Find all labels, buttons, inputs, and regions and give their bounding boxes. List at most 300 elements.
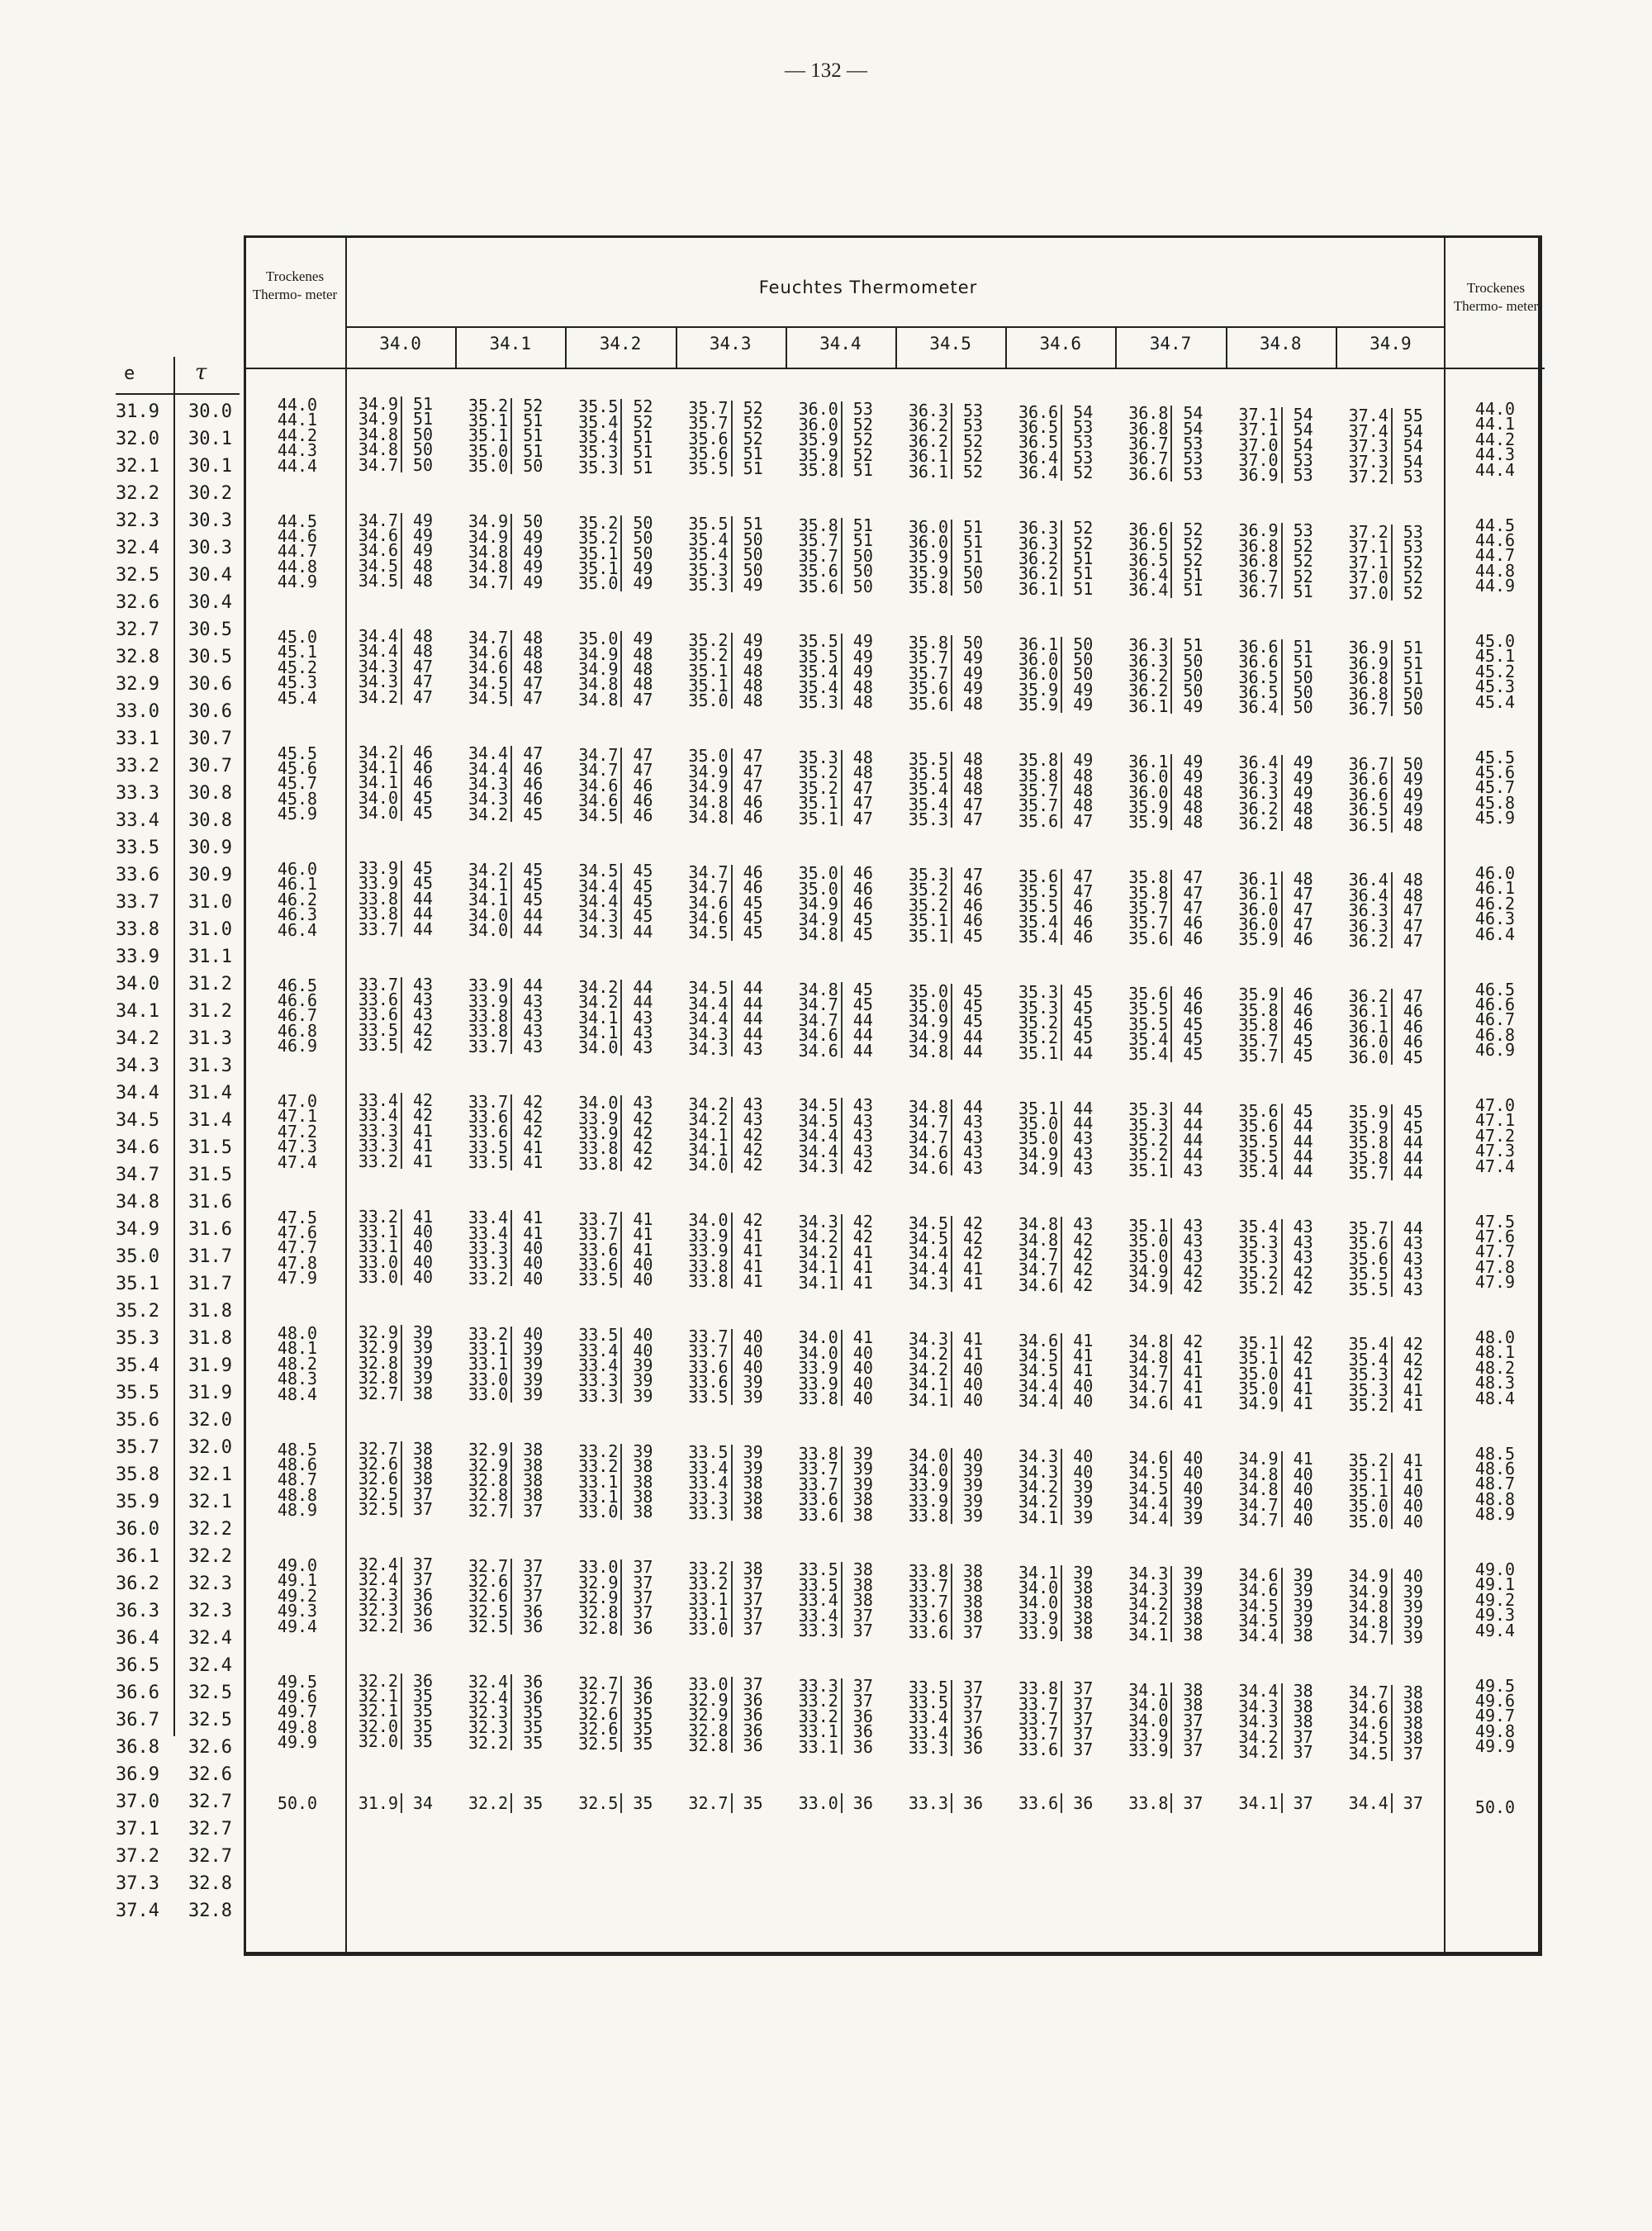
wet-temp-cell: 34.2 34.1 34.1 34.0 34.0 bbox=[358, 742, 398, 824]
wet-temp-cell: 32.7 32.6 32.6 32.5 32.5 bbox=[358, 1438, 398, 1520]
dry-value-right: 46.5 bbox=[1474, 979, 1516, 999]
tau-value: 32.5 bbox=[188, 1683, 232, 1703]
tau-value: 30.1 bbox=[188, 429, 232, 449]
dry-value-right: 48.9 bbox=[1474, 1504, 1516, 1525]
wet-temp-cell: 34.0 33.9 33.9 33.8 33.8 bbox=[688, 1210, 729, 1291]
dry-value-right: 46.7 bbox=[1474, 1009, 1516, 1030]
humidity-cell: 43 43 42 42 42 bbox=[743, 1094, 763, 1175]
dry-value-left: 48.6 bbox=[277, 1454, 318, 1474]
wet-temp-cell: 36.1 36.0 36.0 35.9 35.9 bbox=[1128, 751, 1169, 833]
dry-value-right: 48.7 bbox=[1474, 1474, 1516, 1494]
cell-separator bbox=[731, 748, 733, 824]
humidity-cell: 45 44 44 44 44 bbox=[1293, 1100, 1313, 1182]
dry-value-left: 45.1 bbox=[277, 642, 318, 662]
cell-separator bbox=[1391, 1569, 1393, 1645]
tau-value: 30.9 bbox=[188, 838, 232, 858]
humidity-cell: 47 47 46 46 46 bbox=[633, 744, 653, 826]
side-table-row bbox=[116, 1870, 240, 1897]
dry-value-left: 45.2 bbox=[277, 657, 318, 677]
humidity-cell: 42 42 41 41 41 bbox=[1293, 1332, 1313, 1414]
humidity-cell: 37 37 37 36 36 bbox=[523, 1555, 544, 1637]
wet-temp-cell: 35.5 35.4 35.4 35.3 35.3 bbox=[578, 396, 619, 477]
dry-value-left: 49.3 bbox=[277, 1601, 318, 1621]
cell-separator bbox=[401, 1793, 402, 1813]
dry-value-left: 48.2 bbox=[277, 1353, 318, 1374]
dry-value-left: 49.0 bbox=[277, 1555, 318, 1575]
wet-temp-cell: 34.3 34.2 34.2 34.1 34.1 bbox=[908, 1329, 948, 1410]
wet-temp-cell: 33.8 bbox=[1128, 1793, 1169, 1813]
side-table-row bbox=[116, 1597, 240, 1625]
side-table-row bbox=[116, 1625, 240, 1652]
tau-value: 30.6 bbox=[188, 701, 232, 722]
tau-value: 30.1 bbox=[188, 456, 232, 477]
humidity-cell: 37 bbox=[1183, 1793, 1203, 1813]
wet-temp-cell: 35.0 35.0 34.9 34.9 34.8 bbox=[798, 863, 838, 945]
e-value: 35.5 bbox=[116, 1383, 159, 1403]
cell-separator bbox=[841, 750, 843, 826]
dry-value-left: 46.2 bbox=[277, 889, 318, 909]
wet-temp-cell: 35.3 35.2 35.2 35.1 35.1 bbox=[798, 747, 838, 828]
cell-separator bbox=[1061, 1101, 1062, 1177]
humidity-cell: 40 39 39 39 39 bbox=[1403, 1566, 1423, 1648]
cell-separator bbox=[1281, 987, 1283, 1063]
cell-separator bbox=[951, 520, 952, 596]
cell-separator bbox=[1281, 639, 1283, 715]
cell-separator bbox=[1281, 523, 1283, 599]
humidity-cell: 36 bbox=[852, 1793, 873, 1813]
wet-temp-cell: 35.5 35.4 35.4 35.3 35.3 bbox=[688, 514, 729, 595]
wet-temp-cell: 35.9 35.8 35.8 35.7 35.7 bbox=[1238, 985, 1279, 1066]
dry-value-right: 44.5 bbox=[1474, 515, 1516, 535]
side-table-row bbox=[116, 1843, 240, 1870]
humidity-cell: 51 51 50 50 50 bbox=[413, 394, 434, 475]
dry-value-left: 47.9 bbox=[277, 1268, 318, 1289]
dry-value-left: 47.5 bbox=[277, 1207, 318, 1227]
humidity-cell: 47 46 46 46 45 bbox=[523, 743, 544, 824]
cell-separator bbox=[1391, 1793, 1393, 1813]
humidity-cell: 42 41 41 41 41 bbox=[743, 1210, 763, 1291]
cell-separator bbox=[731, 401, 733, 477]
tau-value: 30.0 bbox=[188, 401, 232, 422]
wet-column-header: 34.1 bbox=[489, 334, 532, 354]
cell-separator bbox=[951, 1216, 952, 1292]
tau-value: 31.7 bbox=[188, 1274, 232, 1294]
side-table-row bbox=[116, 643, 240, 671]
side-table-row bbox=[116, 1706, 240, 1734]
wet-temp-cell: 33.4 33.4 33.3 33.3 33.2 bbox=[358, 1090, 398, 1171]
wet-temp-cell: 34.8 34.7 34.7 34.6 34.6 bbox=[798, 979, 838, 1061]
humidity-cell: 49 48 48 48 47 bbox=[633, 629, 653, 710]
humidity-cell: 40 39 39 39 39 bbox=[523, 1323, 544, 1405]
e-value: 36.2 bbox=[116, 1574, 159, 1594]
humidity-cell: 49 48 48 48 47 bbox=[1073, 750, 1094, 831]
humidity-cell: 40 40 39 39 39 bbox=[633, 1325, 653, 1406]
side-table-row bbox=[116, 862, 240, 889]
humidity-cell: 44 44 44 44 43 bbox=[743, 978, 763, 1059]
humidity-cell: 38 37 37 37 37 bbox=[743, 1558, 763, 1640]
wet-temp-cell: 34.1 34.0 34.0 33.9 33.9 bbox=[1018, 1562, 1059, 1644]
humidity-cell: 50 50 50 49 49 bbox=[633, 512, 653, 594]
humidity-cell: 39 39 39 38 38 bbox=[852, 1443, 873, 1525]
wet-temp-cell: 34.7 34.7 34.6 34.6 34.5 bbox=[578, 744, 619, 826]
humidity-cell: 35 bbox=[743, 1793, 763, 1813]
divider-right bbox=[1444, 238, 1446, 1953]
dry-value-right: 45.8 bbox=[1474, 792, 1516, 813]
cell-separator bbox=[510, 1094, 512, 1170]
tau-value: 31.2 bbox=[188, 974, 232, 994]
wet-temp-cell: 33.2 33.2 33.1 33.1 33.0 bbox=[578, 1441, 619, 1522]
e-value: 37.3 bbox=[116, 1873, 159, 1894]
side-table-row bbox=[116, 534, 240, 562]
e-value: 35.1 bbox=[116, 1274, 159, 1294]
e-value: 32.7 bbox=[116, 619, 159, 640]
humidity-cell: 37 37 37 36 36 bbox=[963, 1677, 984, 1759]
dry-value-left: 45.0 bbox=[277, 627, 318, 647]
cell-separator bbox=[1391, 525, 1393, 600]
humidity-cell: 50 50 50 49 49 bbox=[1073, 634, 1094, 715]
humidity-cell: 39 38 38 38 38 bbox=[1073, 1562, 1094, 1644]
header-rule bbox=[246, 368, 1545, 369]
dry-value-left: 44.6 bbox=[277, 525, 318, 546]
humidity-cell: 39 39 39 39 38 bbox=[413, 1322, 434, 1403]
wet-temp-cell: 34.2 34.2 34.1 34.1 34.0 bbox=[688, 1094, 729, 1175]
cell-separator bbox=[1391, 640, 1393, 716]
dry-value-right: 44.0 bbox=[1474, 399, 1516, 419]
dry-value-left: 46.4 bbox=[277, 919, 318, 940]
wet-temp-cell: 33.5 33.4 33.4 33.3 33.3 bbox=[578, 1325, 619, 1406]
side-table-row bbox=[116, 507, 240, 534]
dry-value-right: 46.0 bbox=[1474, 863, 1516, 883]
side-table-row bbox=[116, 1379, 240, 1407]
tau-value: 31.5 bbox=[188, 1137, 232, 1158]
humidity-cell: 38 38 38 37 37 bbox=[1293, 1681, 1313, 1762]
cell-separator bbox=[731, 980, 733, 1056]
cell-separator bbox=[401, 1441, 402, 1517]
wet-temp-cell: 31.9 bbox=[358, 1793, 398, 1813]
humidity-cell: 39 39 38 38 38 bbox=[743, 1442, 763, 1523]
e-value: 34.7 bbox=[116, 1165, 159, 1185]
humidity-cell: 46 46 45 45 45 bbox=[743, 862, 763, 943]
dry-value-left: 44.1 bbox=[277, 410, 318, 430]
tau-value: 30.5 bbox=[188, 647, 232, 667]
cell-separator bbox=[401, 1557, 402, 1633]
e-value: 33.8 bbox=[116, 919, 159, 940]
dry-value-left: 47.1 bbox=[277, 1106, 318, 1127]
cell-separator bbox=[951, 1448, 952, 1524]
side-table-row bbox=[116, 1080, 240, 1107]
dry-value-right: 45.3 bbox=[1474, 676, 1516, 697]
humidity-cell: 36 36 35 35 35 bbox=[523, 1672, 544, 1753]
wet-temp-cell: 34.1 bbox=[1238, 1793, 1279, 1813]
wet-temp-cell: 33.7 33.7 33.6 33.6 33.5 bbox=[578, 1208, 619, 1290]
dry-value-left: 47.6 bbox=[277, 1222, 318, 1242]
wet-temp-cell: 32.2 bbox=[468, 1793, 509, 1813]
dry-value-left: 48.8 bbox=[277, 1484, 318, 1505]
dry-thermometer-label-right: Trockenes Thermo- meter bbox=[1453, 280, 1539, 314]
e-value: 37.4 bbox=[116, 1901, 159, 1921]
humidity-cell: 47 47 47 46 46 bbox=[743, 746, 763, 827]
e-value: 33.4 bbox=[116, 810, 159, 831]
dry-value-right: 45.9 bbox=[1474, 808, 1516, 828]
wet-temp-cell: 34.6 34.5 34.5 34.4 34.4 bbox=[1018, 1330, 1059, 1412]
humidity-cell: 41 41 41 40 40 bbox=[633, 1208, 653, 1290]
wet-temp-cell: 36.0 36.0 35.9 35.9 35.8 bbox=[798, 399, 838, 481]
wet-temp-cell: 36.3 36.3 36.2 36.2 36.1 bbox=[1018, 518, 1059, 599]
cell-separator bbox=[620, 1559, 622, 1635]
cell-separator bbox=[401, 1673, 402, 1749]
dry-value-left: 46.8 bbox=[277, 1020, 318, 1041]
humidity-cell: 52 51 51 51 50 bbox=[523, 395, 544, 477]
dry-value-left: 47.7 bbox=[277, 1237, 318, 1258]
dry-value-right: 49.5 bbox=[1474, 1675, 1516, 1696]
humidity-cell: 55 54 54 54 53 bbox=[1403, 406, 1423, 487]
dry-value-right: 47.5 bbox=[1474, 1211, 1516, 1232]
tau-value: 32.6 bbox=[188, 1737, 232, 1758]
dry-value-right: 45.4 bbox=[1474, 691, 1516, 712]
wet-column-header: 34.6 bbox=[1039, 334, 1082, 354]
dry-value-right: 44.4 bbox=[1474, 459, 1516, 480]
cell-separator bbox=[731, 1677, 733, 1753]
dry-value-left: 48.0 bbox=[277, 1323, 318, 1343]
humidity-cell: 36 bbox=[963, 1793, 984, 1813]
dry-value-right: 49.7 bbox=[1474, 1706, 1516, 1726]
wet-temp-cell: 33.8 33.7 33.7 33.6 33.6 bbox=[908, 1561, 948, 1642]
wet-temp-cell: 32.4 32.4 32.3 32.3 32.2 bbox=[468, 1672, 509, 1753]
humidity-cell: 37 36 36 36 36 bbox=[743, 1674, 763, 1755]
wet-temp-cell: 37.4 37.4 37.3 37.3 37.2 bbox=[1348, 406, 1389, 487]
wet-temp-cell: 34.4 34.4 34.3 34.3 34.2 bbox=[468, 743, 509, 824]
wet-temp-cell: 34.3 34.2 34.2 34.1 34.1 bbox=[798, 1211, 838, 1293]
e-value: 35.8 bbox=[116, 1464, 159, 1485]
wet-temp-cell: 36.9 36.9 36.8 36.8 36.7 bbox=[1348, 638, 1389, 719]
humidity-cell: 41 40 40 40 40 bbox=[413, 1206, 434, 1288]
dry-value-right: 45.1 bbox=[1474, 646, 1516, 667]
cell-separator bbox=[1281, 1104, 1283, 1180]
cell-separator bbox=[1170, 754, 1172, 830]
dry-value-left: 46.5 bbox=[277, 975, 318, 995]
humidity-cell: 37 bbox=[1293, 1793, 1313, 1813]
wet-temp-cell: 34.9 34.9 34.8 34.8 34.7 bbox=[468, 511, 509, 592]
cell-separator bbox=[1170, 1566, 1172, 1642]
tau-value: 31.5 bbox=[188, 1165, 232, 1185]
cell-separator bbox=[841, 1562, 843, 1638]
dry-value-right: 49.1 bbox=[1474, 1574, 1516, 1595]
e-value: 32.5 bbox=[116, 565, 159, 586]
cell-separator bbox=[1061, 1449, 1062, 1525]
humidity-cell: 45 45 45 45 44 bbox=[1073, 982, 1094, 1063]
tau-value: 32.4 bbox=[188, 1655, 232, 1676]
humidity-cell: 45 45 45 45 44 bbox=[633, 861, 653, 942]
dry-value-left: 45.9 bbox=[277, 804, 318, 824]
side-table-row bbox=[116, 1107, 240, 1134]
humidity-cell: 43 42 42 42 42 bbox=[633, 1093, 653, 1174]
dry-value-left: 49.1 bbox=[277, 1570, 318, 1591]
tau-value: 30.5 bbox=[188, 619, 232, 640]
e-value: 33.2 bbox=[116, 756, 159, 776]
side-table-header bbox=[116, 357, 240, 395]
side-table bbox=[116, 357, 240, 1943]
side-table-row bbox=[116, 589, 240, 616]
tau-value: 31.2 bbox=[188, 1001, 232, 1022]
humidity-cell: 37 37 37 37 36 bbox=[633, 1557, 653, 1638]
dry-value-right: 48.5 bbox=[1474, 1443, 1516, 1464]
dry-value-left: 49.4 bbox=[277, 1616, 318, 1636]
wet-temp-cell: 32.7 32.7 32.6 32.6 32.5 bbox=[578, 1673, 619, 1754]
dry-value-left: 44.8 bbox=[277, 556, 318, 577]
cell-separator bbox=[620, 515, 622, 591]
dry-value-right: 47.7 bbox=[1474, 1241, 1516, 1262]
cell-separator bbox=[510, 978, 512, 1054]
cell-separator bbox=[1391, 989, 1393, 1065]
side-table-row bbox=[116, 1161, 240, 1189]
e-value: 34.1 bbox=[116, 1001, 159, 1022]
wet-temp-cell: 34.2 34.2 34.1 34.1 34.0 bbox=[578, 976, 619, 1058]
cell-separator bbox=[510, 1327, 512, 1403]
wet-temp-cell: 36.3 36.2 36.2 36.1 36.1 bbox=[908, 401, 948, 482]
wet-temp-cell: 34.7 34.6 34.6 34.5 34.5 bbox=[1348, 1682, 1389, 1763]
dry-value-left: 46.6 bbox=[277, 990, 318, 1010]
cell-separator bbox=[1170, 986, 1172, 1062]
humidity-cell: 44 43 43 43 43 bbox=[1403, 1218, 1423, 1299]
wet-temp-cell: 33.4 33.4 33.3 33.3 33.2 bbox=[468, 1208, 509, 1289]
wet-temp-cell: 34.8 34.7 34.7 34.6 34.6 bbox=[908, 1097, 948, 1178]
dry-value-right: 45.7 bbox=[1474, 777, 1516, 798]
humidity-cell: 38 38 38 38 37 bbox=[1403, 1682, 1423, 1763]
side-table-row bbox=[116, 1216, 240, 1243]
wet-temp-cell: 34.0 34.0 33.9 33.9 33.8 bbox=[908, 1445, 948, 1526]
cell-separator bbox=[841, 1214, 843, 1290]
wet-temp-cell: 35.0 34.9 34.9 34.8 34.8 bbox=[688, 746, 729, 827]
dry-value-left: 48.1 bbox=[277, 1338, 318, 1359]
wet-temp-cell: 33.5 33.5 33.4 33.4 33.3 bbox=[798, 1559, 838, 1641]
dry-value-right: 49.3 bbox=[1474, 1605, 1516, 1626]
humidity-cell: 52 52 51 51 51 bbox=[1073, 518, 1094, 599]
cell-separator bbox=[951, 984, 952, 1060]
dry-value-right: 47.2 bbox=[1474, 1125, 1516, 1146]
tau-value: 32.8 bbox=[188, 1873, 232, 1894]
humidity-cell: 43 43 43 43 42 bbox=[852, 1095, 873, 1177]
wet-temp-cell: 34.3 34.3 34.2 34.2 34.1 bbox=[1018, 1446, 1059, 1527]
side-table-row bbox=[116, 1488, 240, 1516]
tau-value: 30.7 bbox=[188, 756, 232, 776]
humidity-cell: 42 42 42 41 41 bbox=[963, 1213, 984, 1294]
humidity-cell: 37 bbox=[1403, 1793, 1423, 1813]
dry-value-right: 45.5 bbox=[1474, 747, 1516, 767]
tau-value: 32.4 bbox=[188, 1628, 232, 1649]
humidity-cell: 34 bbox=[413, 1793, 434, 1813]
psychrometric-table bbox=[244, 235, 1542, 1956]
wet-temp-cell: 36.1 36.1 36.0 36.0 35.9 bbox=[1238, 868, 1279, 950]
dry-value-left: 47.2 bbox=[277, 1121, 318, 1142]
cell-separator bbox=[510, 1210, 512, 1286]
cell-separator bbox=[1170, 1793, 1172, 1813]
cell-separator bbox=[401, 396, 402, 472]
dry-value-right: 44.2 bbox=[1474, 429, 1516, 449]
cell-separator bbox=[401, 1325, 402, 1401]
humidity-cell: 43 43 43 42 42 bbox=[1293, 1217, 1313, 1298]
wet-temp-cell: 33.9 33.9 33.8 33.8 33.7 bbox=[358, 858, 398, 939]
humidity-cell: 37 37 36 36 36 bbox=[852, 1675, 873, 1757]
tau-value: 31.3 bbox=[188, 1056, 232, 1076]
tau-value: 32.3 bbox=[188, 1601, 232, 1621]
dry-value-left: 46.7 bbox=[277, 1005, 318, 1026]
dry-value-left: 49.8 bbox=[277, 1716, 318, 1737]
cell-separator bbox=[401, 629, 402, 705]
side-table-row bbox=[116, 1816, 240, 1843]
humidity-cell: 50 49 49 49 48 bbox=[1403, 753, 1423, 835]
wet-temp-cell: 35.8 35.7 35.7 35.6 35.6 bbox=[908, 633, 948, 714]
tau-value: 31.6 bbox=[188, 1192, 232, 1213]
wet-temp-cell: 34.0 33.9 33.9 33.8 33.8 bbox=[578, 1093, 619, 1174]
cell-separator bbox=[841, 401, 843, 477]
cell-separator bbox=[1170, 1450, 1172, 1526]
cell-separator bbox=[731, 1097, 733, 1173]
side-table-row bbox=[116, 453, 240, 480]
e-value: 36.0 bbox=[116, 1519, 159, 1540]
e-value: 34.9 bbox=[116, 1219, 159, 1240]
wet-temp-cell: 35.0 35.0 34.9 34.9 34.8 bbox=[908, 980, 948, 1062]
dry-value-left: 49.9 bbox=[277, 1732, 318, 1753]
cell-separator bbox=[401, 745, 402, 821]
cell-separator bbox=[841, 866, 843, 942]
side-table-row bbox=[116, 671, 240, 698]
dry-value-left: 50.0 bbox=[277, 1793, 318, 1813]
cell-separator bbox=[620, 1212, 622, 1288]
dry-value-right: 49.0 bbox=[1474, 1559, 1516, 1579]
dry-value-right: 50.0 bbox=[1474, 1797, 1516, 1817]
wet-temp-cell: 35.8 35.8 35.7 35.7 35.6 bbox=[1018, 750, 1059, 831]
cell-separator bbox=[401, 1093, 402, 1169]
tau-value: 30.6 bbox=[188, 674, 232, 695]
wet-temp-cell: 33.0 32.9 32.9 32.8 32.8 bbox=[688, 1674, 729, 1755]
humidity-cell: 41 41 41 40 40 bbox=[1073, 1330, 1094, 1412]
humidity-cell: 41 40 40 40 40 bbox=[852, 1327, 873, 1409]
wet-temp-cell: 37.1 37.1 37.0 37.0 36.9 bbox=[1238, 404, 1279, 486]
wet-temp-cell: 33.5 33.4 33.4 33.3 33.3 bbox=[688, 1442, 729, 1523]
cell-separator bbox=[841, 1678, 843, 1754]
e-value: 34.5 bbox=[116, 1110, 159, 1131]
wet-temp-cell: 35.6 35.5 35.5 35.4 35.4 bbox=[1128, 983, 1169, 1065]
wet-temp-cell: 35.6 35.5 35.5 35.4 35.4 bbox=[1018, 866, 1059, 947]
wet-temp-cell: 34.8 34.8 34.7 34.7 34.6 bbox=[1018, 1214, 1059, 1295]
cell-separator bbox=[1170, 1102, 1172, 1178]
tau-value: 31.6 bbox=[188, 1219, 232, 1240]
side-table-row bbox=[116, 562, 240, 589]
dry-value-right: 46.6 bbox=[1474, 994, 1516, 1014]
tau-value: 32.7 bbox=[188, 1792, 232, 1812]
dry-value-left: 47.8 bbox=[277, 1252, 318, 1273]
e-value: 36.7 bbox=[116, 1710, 159, 1730]
cell-separator bbox=[731, 1445, 733, 1521]
cell-separator bbox=[510, 1559, 512, 1635]
dry-value-right: 48.3 bbox=[1474, 1373, 1516, 1393]
side-table-row bbox=[116, 1270, 240, 1298]
dry-value-left: 47.3 bbox=[277, 1137, 318, 1157]
side-table-row bbox=[116, 916, 240, 943]
tau-value: 30.3 bbox=[188, 510, 232, 531]
humidity-cell: 39 38 38 38 38 bbox=[633, 1441, 653, 1522]
cell-separator bbox=[1391, 1104, 1393, 1180]
dry-value-right: 49.9 bbox=[1474, 1736, 1516, 1757]
cell-separator bbox=[1281, 1451, 1283, 1527]
humidity-cell: 46 46 46 45 45 bbox=[1293, 985, 1313, 1066]
column-divider bbox=[895, 326, 897, 368]
e-value: 36.6 bbox=[116, 1683, 159, 1703]
wet-temp-cell: 36.4 36.4 36.3 36.3 36.2 bbox=[1348, 870, 1389, 952]
cell-separator bbox=[731, 865, 733, 941]
wet-temp-cell: 36.6 36.5 36.5 36.4 36.4 bbox=[1128, 519, 1169, 600]
cell-separator bbox=[620, 631, 622, 707]
